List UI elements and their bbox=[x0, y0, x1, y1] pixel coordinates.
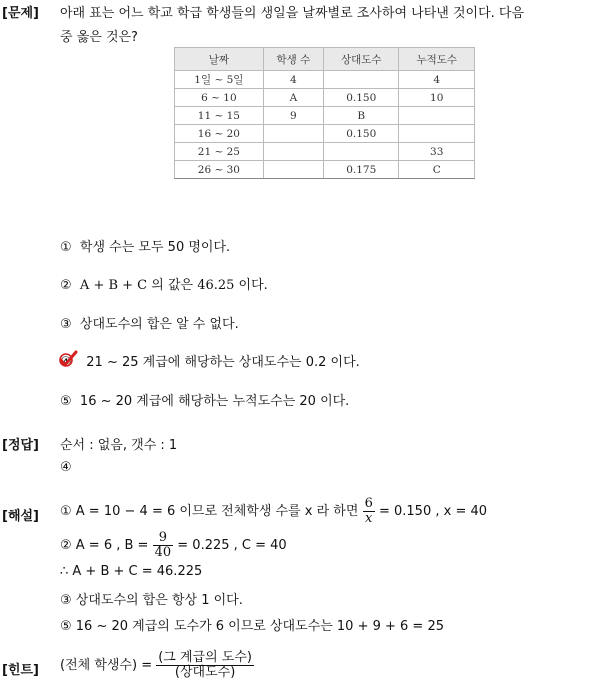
explanation-line1 bbox=[60, 494, 487, 530]
explanation-line3: ∴ A + B + C = 46.225 bbox=[60, 564, 203, 579]
option-1 bbox=[60, 236, 230, 255]
problem-text-line2: 중 옳은 것은? bbox=[60, 30, 138, 45]
fraction-numerator: 6 bbox=[364, 496, 373, 511]
table-header-cell: 누적도수 bbox=[399, 48, 475, 71]
table-row bbox=[175, 107, 475, 125]
table-cell: 26 ~ 30 bbox=[175, 161, 264, 179]
explanation-line4: ③ 상대도수의 합은 항상 1 이다. bbox=[60, 593, 243, 608]
table-cell: 4 bbox=[263, 71, 323, 89]
explanation-text: = 0.225 , C = 40 bbox=[177, 538, 287, 553]
fraction-numerator: 9 bbox=[153, 531, 174, 546]
fraction-denominator: (상대도수) bbox=[174, 665, 236, 680]
table-cell: 16 ~ 20 bbox=[175, 125, 264, 143]
table-cell bbox=[324, 143, 399, 161]
option-number: ② bbox=[60, 278, 72, 293]
table-row bbox=[175, 161, 475, 179]
answer-line2: ④ bbox=[60, 460, 72, 475]
frequency-table bbox=[174, 47, 475, 179]
table-header-row bbox=[175, 48, 475, 71]
explanation-tag: [해설] bbox=[2, 509, 39, 524]
table-row bbox=[175, 143, 475, 161]
option-text: 학생 수는 모두 50 명이다. bbox=[79, 240, 231, 255]
table-row bbox=[175, 125, 475, 143]
table-cell bbox=[324, 71, 399, 89]
option-4 bbox=[60, 351, 360, 370]
option-text: 16 ~ 20 계급에 해당하는 누적도수는 20 이다. bbox=[79, 394, 350, 409]
option-number: ④ bbox=[60, 355, 72, 370]
explanation-text: ① A = 10 − 4 = 6 이므로 전체학생 수를 x 라 하면 bbox=[60, 504, 359, 519]
option-5 bbox=[60, 390, 349, 409]
hint-fraction bbox=[156, 651, 254, 680]
correct-check-icon bbox=[58, 350, 78, 368]
table-header-cell: 날짜 bbox=[175, 48, 264, 71]
table-cell bbox=[263, 143, 323, 161]
option-text: 상대도수의 합은 알 수 없다. bbox=[79, 317, 239, 332]
table-cell: C bbox=[399, 161, 475, 179]
table-cell bbox=[399, 107, 475, 125]
table-cell: 11 ~ 15 bbox=[175, 107, 264, 125]
table-cell: A bbox=[263, 89, 323, 107]
table-cell bbox=[263, 161, 323, 179]
table-cell: 9 bbox=[263, 107, 323, 125]
table-cell: 33 bbox=[399, 143, 475, 161]
answer-line1: 순서 : 없음, 갯수 : 1 bbox=[60, 438, 178, 453]
option-2 bbox=[60, 274, 268, 293]
table-cell: B bbox=[324, 107, 399, 125]
answer-tag: [정답] bbox=[2, 438, 39, 453]
problem-text-line1: 아래 표는 어느 학교 학급 학생들의 생일을 날짜별로 조사하여 나타낸 것이다. 다음 bbox=[60, 6, 525, 21]
explanation-line5: ⑤ 16 ~ 20 계급의 도수가 6 이므로 상대도수는 10 + 9 + 6 = 25 bbox=[60, 619, 445, 634]
explanation-line2 bbox=[60, 528, 287, 564]
fraction bbox=[153, 531, 174, 560]
table-cell: 4 bbox=[399, 71, 475, 89]
table-row bbox=[175, 89, 475, 107]
table-row bbox=[175, 71, 475, 89]
table-cell: 1일 ~ 5일 bbox=[175, 71, 264, 89]
fraction-denominator: x bbox=[365, 511, 373, 526]
option-number: ⑤ bbox=[60, 394, 72, 409]
hint-lhs: (전체 학생수) = bbox=[60, 658, 153, 673]
table-cell: 0.150 bbox=[324, 125, 399, 143]
option-number: ③ bbox=[60, 317, 72, 332]
hint-formula bbox=[60, 648, 254, 684]
table-cell: 0.175 bbox=[324, 161, 399, 179]
explanation-text: = 0.150 , x = 40 bbox=[378, 504, 488, 519]
table-cell bbox=[263, 125, 323, 143]
problem-tag: [문제] bbox=[2, 6, 39, 21]
table-cell bbox=[399, 125, 475, 143]
option-number: ① bbox=[60, 240, 72, 255]
hint-tag: [힌트] bbox=[2, 663, 39, 678]
table-header-cell: 상대도수 bbox=[324, 48, 399, 71]
table-header-cell: 학생 수 bbox=[263, 48, 323, 71]
table-cell: 10 bbox=[399, 89, 475, 107]
option-3 bbox=[60, 313, 239, 332]
explanation-text: ② A = 6 , B = bbox=[60, 538, 149, 553]
fraction-denominator: 40 bbox=[154, 545, 172, 560]
option-text: A + B + C 의 값은 46.25 이다. bbox=[79, 278, 268, 293]
option-text: 21 ~ 25 계급에 해당하는 상대도수는 0.2 이다. bbox=[86, 355, 360, 370]
fraction-numerator: (그 계급의 도수) bbox=[158, 650, 252, 665]
table-cell: 0.150 bbox=[324, 89, 399, 107]
table-cell: 21 ~ 25 bbox=[175, 143, 264, 161]
fraction bbox=[363, 497, 375, 526]
table-cell: 6 ~ 10 bbox=[175, 89, 264, 107]
